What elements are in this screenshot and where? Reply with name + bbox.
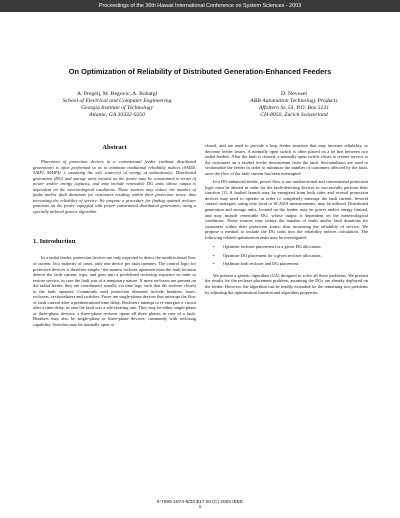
affiliation-left-line1: School of Electrical and Computer Engineering bbox=[62, 98, 172, 105]
list-item-text: Optimize DG placement for a given recloser allocation. bbox=[223, 252, 322, 258]
introduction-heading: 1. Introduction bbox=[33, 238, 76, 246]
bullet-icon: • bbox=[213, 244, 215, 250]
author-names-left: A. Pregelj, M. Begovic, A. Rohatgi bbox=[76, 91, 158, 97]
abstract-text: Placement of protection devices in a conventional feeder (without distributed generation) is often performed so as to minimize traditional reliability indices (SAIDI, SAIFI, MAIFIe ), assuming the sole source(s) of energy at substation(s). Distributed generation (DG) and storage units located on the feeder may be constrained in terms of power and/or energy capacity, and may include renewable DG units whose output is dependent on the meteorological conditions. Those sources may reduce the number of faults and/or fault durations for customers residing within their protection zones, thus increasing the reliability of service. We propose a procedure for finding optimal recloser positions on the feeder equipped with power constrained distributed generators, using a specially tailored genetic algorithm. bbox=[33, 159, 196, 214]
right-column bbox=[205, 143, 368, 298]
abstract-heading: Abstract bbox=[102, 144, 127, 151]
footer-copyright: 0-7695-1874-5/03 $17.00 (C) 2003 IEEE bbox=[156, 500, 244, 505]
affiliation-right-line3: CH-8050, Zurich Switzerland bbox=[260, 112, 328, 119]
page-number: 1 bbox=[198, 505, 202, 510]
affiliation-right-line1: ABB Automation Technology Products bbox=[250, 98, 338, 105]
author-names-right: D. Novosel bbox=[281, 91, 307, 97]
left-column bbox=[33, 143, 196, 331]
bullet-icon: • bbox=[213, 261, 215, 267]
bullet-icon: • bbox=[213, 252, 215, 258]
affiliation-right-line2: Affoltern St. 54, P.O. Box 5131 bbox=[258, 105, 330, 112]
page-footer bbox=[0, 500, 400, 510]
proceedings-text: Proceedings of the 36th Hawaii International Conference on System Sciences - 2003 bbox=[98, 3, 302, 9]
introduction-text: In a radial feeder, protection devices are only expected to detect the unidirectional flow of current. In a majority of cases, only one device per fault operates. The control logic for protective devices is therefore simple - the nearest recloser upstream from the fault location detects the fault current, trips, and goes into a predefined reclosing sequence in order to restore service, in case the fault was of a temporary nature. If more reclosers are present on the radial feeder, they are coordinated, usually via time lags, such that the recloser closest to the fault operates. Commonly used protection elements include breakers, fuses, reclosers, sectionalizers and switches. Fuses are single-phase devices that interrupt the flow of fault current after a predetermined time delay. Reclosers attempt to re-energize a circuit after a time delay, in case the fault was a self-clearing one. They may be either single-phase or three-phase devices; a three-phase recloser opens all three phases in case of a fault. Breakers may also be single-phase or three-phase devices; commonly with reclosing capability. Switches may be normally open or bbox=[33, 255, 196, 328]
right-paragraph-3: We present a genetic algorithm (GA) designed to solve all three problems. We present the results for the recloser placement problem, assuming the DGs are already deployed on the feeder. However, the algorithm can be readily extended for the remaining two problems by adjusting the optimization function and algorithm properties. bbox=[205, 272, 368, 295]
affiliation-left-line2: Georgia Institute of Technology bbox=[80, 105, 154, 112]
list-item bbox=[213, 252, 368, 259]
optimization-task-list bbox=[205, 244, 368, 267]
right-paragraph-1: closed, and are used to provide a loop feeder structure that may increase reliability, or decrease feeder losses. A normally open switch is often placed on a tie line between two radial feeders. After the fault is cleared, a normally open switch closes to restore service to the customers on a faulted feeder downstream from the fault. Sectionalizers are used to sectionalize the feeder in order to minimize the number of customers affected by the fault, once the flow of the fault current has been interrupted. bbox=[205, 143, 368, 176]
list-item bbox=[213, 261, 368, 267]
list-item-text: Optimize recloser placement for a given DG allocation. bbox=[223, 244, 322, 250]
proceedings-header bbox=[0, 0, 400, 12]
right-paragraph-2: In a DG-enhanced feeder, power flow is not unidirectional and conventional protection logic must be altered in order for the fault-detecting devices to successfully perform their function [1]. A faulted branch may be energized from both sides and several protection devices may need to operate in order to completely interrupt the fault current. Several control strategies, using only local or SCADA measurements, may be utilized. Distributed generation and storage units, located on the feeder, may be power and/or energy limited, and may include renewable DG, whose output is dependent on the meteorological conditions. Those sources may reduce the number of faults and/or fault durations for customers within their protection zones, thus increasing the reliability of service. We propose a method to include the DG units into the reliability indices calculation. The following related optimization tasks may be investigated: bbox=[205, 179, 368, 240]
affiliation-left-line3: Atlanta, GA 30332-0250 bbox=[89, 112, 145, 119]
author-block-left bbox=[32, 91, 202, 119]
paper-title: On Optimization of Reliability of Distributed Generation-Enhanced Feeders bbox=[68, 67, 332, 76]
list-item-text: Optimize both recloser and DG placement. bbox=[223, 261, 300, 267]
author-block-right bbox=[210, 91, 378, 119]
list-item bbox=[213, 244, 368, 250]
